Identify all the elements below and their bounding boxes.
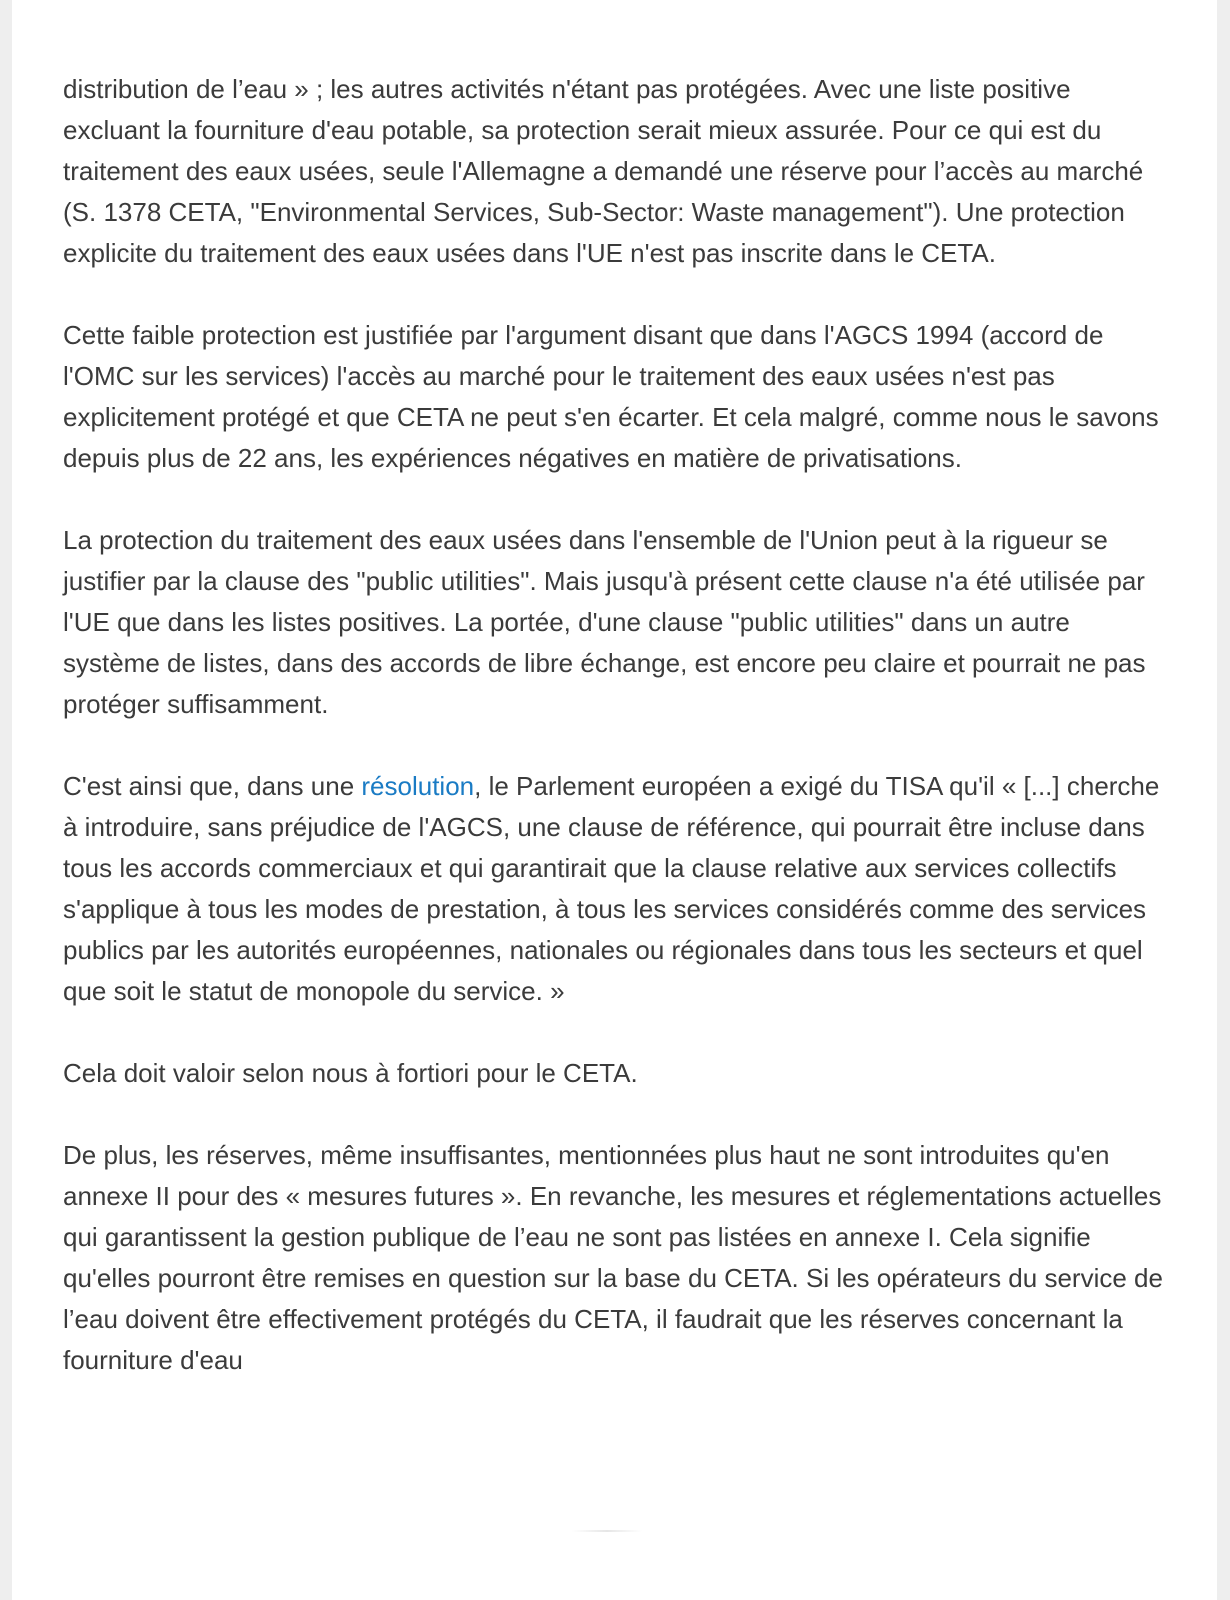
paragraph-2: Cette faible protection est justifiée par l'argument disant que dans l'AGCS 1994 (accord de l'OMC sur les services) l'accès au marché pour le traitement des eaux usées n'est pas explicitement protégé et que CETA ne peut s'en écarter. Et cela malgré, comme nous le savons depuis plus de 22 ans, les expériences négatives en matière de privatisations. [63, 320, 1159, 473]
document-page [12, 0, 1217, 1600]
paragraph-5: Cela doit valoir selon nous à fortiori pour le CETA. [63, 1058, 638, 1088]
paragraph-6: De plus, les réserves, même insuffisantes, mentionnées plus haut ne sont introduites qu'en annexe II pour des « mesures futures ». En revanche, les mesures et réglementations actuelles qui garantissent la gestion publique de l’eau ne sont pas listées en annexe I. Cela signifie qu'elles pourront être remises en question sur la base du CETA. Si les opérateurs du service de l’eau doivent être effectivement protégés du CETA, il faudrait que les réserves concernant la fourniture d'eau [63, 1140, 1163, 1375]
paragraph-4-quote: , le Parlement européen a exigé du TISA qu'il « [...] cherche à introduire, sans préjudice de l'AGCS, une clause de référence, qui pourrait être incluse dans tous les accords commerciaux et qui garantirait que la clause relative aux services collectifs s'applique à tous les modes de prestation, à tous les services considérés comme des services publics par les autorités européennes, nationales ou régionales dans tous les secteurs et quel que soit le statut de monopole du service. » [63, 771, 1160, 1006]
paragraph-1: distribution de l’eau » ; les autres activités n'étant pas protégées. Avec une liste positive excluant la fourniture d'eau potable, sa protection serait mieux assurée. Pour ce qui est du traitement des eaux usées, seule l'Allemagne a demandé une réserve pour l’accès au marché (S. 1378 CETA, "Environmental Services, Sub-Sector: Waste management"). Une protection explicite du traitement des eaux usées dans l'UE n'est pas inscrite dans le CETA. [63, 74, 1144, 268]
paragraph-3: La protection du traitement des eaux usées dans l'ensemble de l'Union peut à la rigueur se justifier par la clause des "public utilities". Mais jusqu'à présent cette clause n'a été utilisée par l'UE que dans les listes positives. La portée, d'une clause "public utilities" dans un autre système de listes, dans des accords de libre échange, est encore peu claire et pourrait ne pas protéger suffisamment. [63, 525, 1146, 719]
resolution-link[interactable]: résolution [361, 771, 475, 801]
paragraph-4-intro: C'est ainsi que, dans une [63, 771, 362, 801]
paragraph-4 [63, 766, 1173, 1012]
page-cut-divider [572, 1530, 642, 1532]
article-body [63, 69, 1173, 1381]
